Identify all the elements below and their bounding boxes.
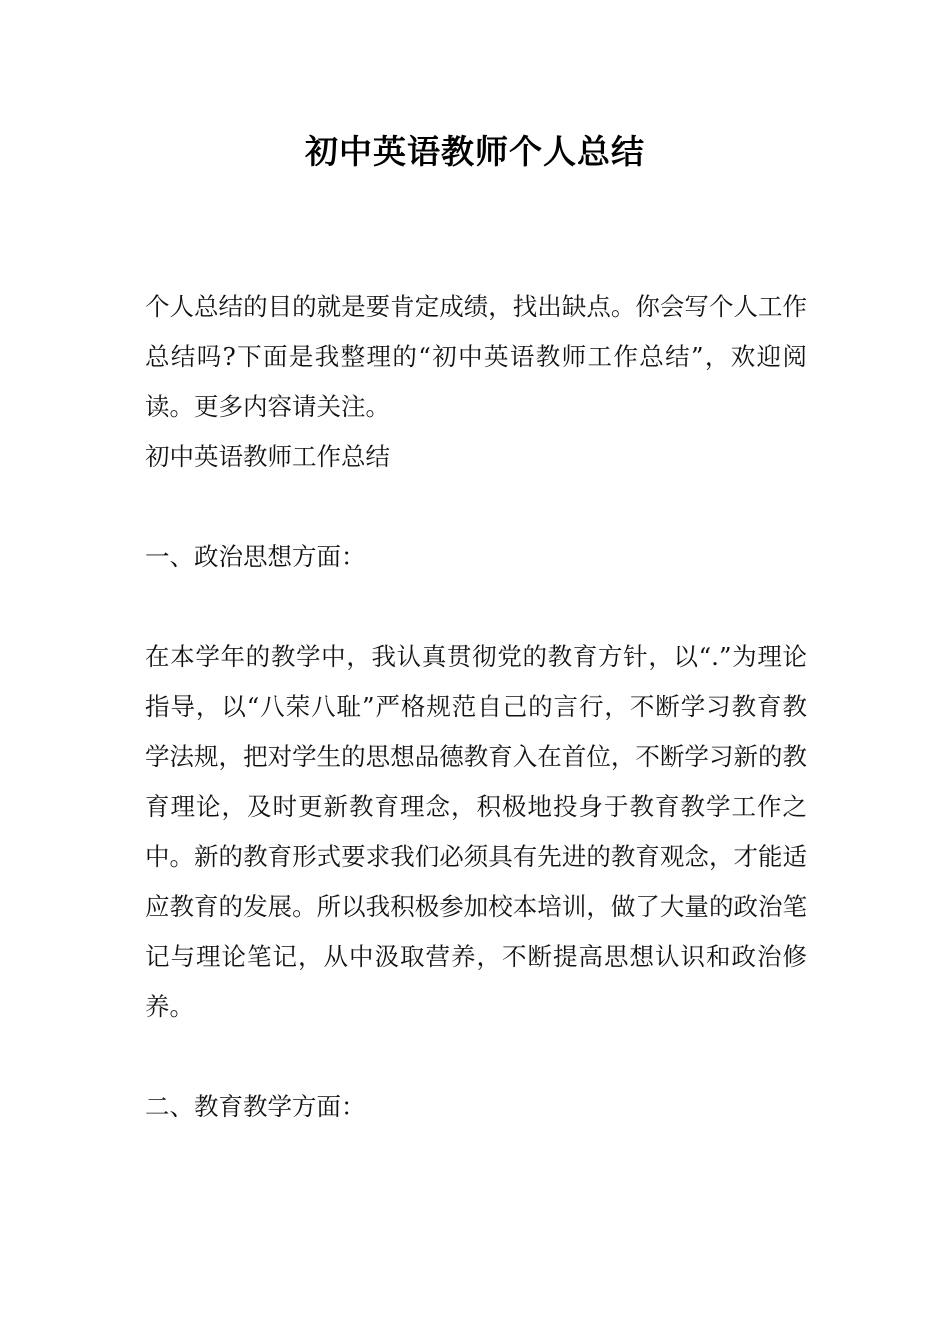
- section-heading-politics: 一、政治思想方面：: [145, 542, 366, 571]
- document-title: 初中英语教师个人总结: [305, 132, 645, 171]
- paragraph-spacer: [145, 482, 807, 532]
- section-heading-teaching: 二、教育教学方面：: [145, 1092, 366, 1121]
- subtitle-paragraph: 初中英语教师工作总结: [145, 442, 390, 471]
- document-body: [145, 282, 807, 1132]
- politics-paragraph: 在本学年的教学中，我认真贯彻党的教育方针，以“.”为理论指导，以“八荣八耻”严格规范自己的言行，不断学习教育教学法规，把对学生的思想品德教育入在首位，不断学习新的教育理论，及时更新教育理念，积极地投身于教育教学工作之中。新的教育形式要求我们必须具有先进的教育观念，才能适应教育的发展。所以我积极参加校本培训，做了大量的政治笔记与理论笔记，从中汲取营养，不断提高思想认识和政治修养。: [145, 642, 807, 1021]
- intro-paragraph: 个人总结的目的就是要肯定成绩，找出缺点。你会写个人工作总结吗?下面是我整理的“初中英语教师工作总结”，欢迎阅读。更多内容请关注。: [145, 292, 807, 421]
- paragraph-spacer: [145, 1032, 807, 1082]
- paragraph-spacer: [145, 582, 807, 632]
